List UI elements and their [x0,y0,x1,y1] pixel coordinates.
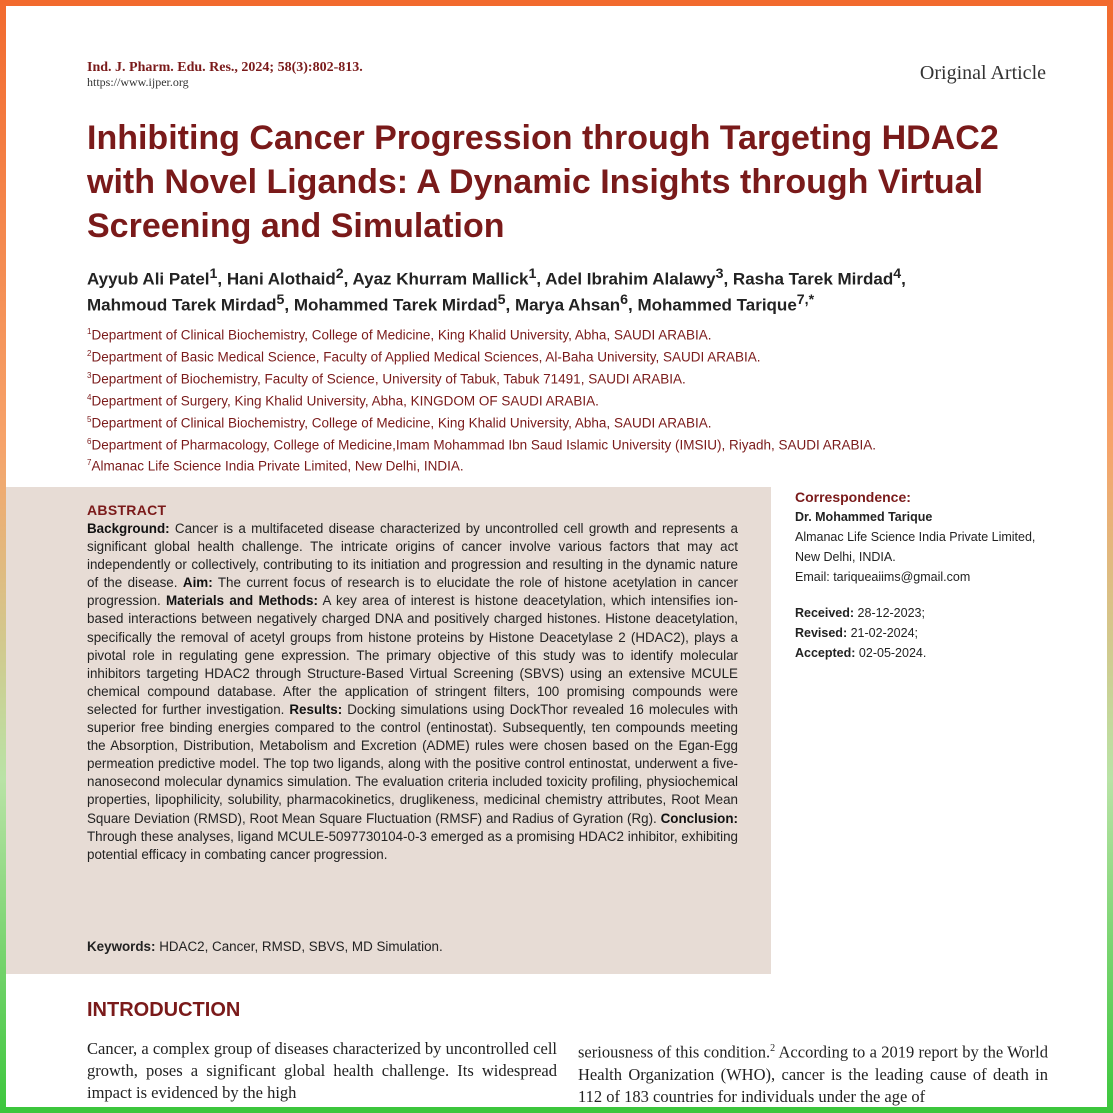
correspondence-affiliation: Almanac Life Science India Private Limited, New Delhi, INDIA. [795,530,1036,564]
author-sup: 4 [893,266,902,282]
abstract-aim: The current focus of research is to elucidate the role of histone acetylation in cancer progression. [87,575,738,609]
abstract-results-label: Results: [289,701,343,717]
author: Adel Ibrahim Alalawy [545,269,716,289]
accepted-value: 02-05-2024. [858,646,927,660]
journal-url[interactable]: https://www.ijper.org [87,75,189,89]
author: Mahmoud Tarek Mirdad [87,295,277,315]
author-sup: 5 [497,291,506,308]
author-sup: 1 [528,266,537,282]
abstract-heading: ABSTRACT [87,502,167,518]
author-sup: 3 [715,266,724,282]
intro-right-text-1: seriousness of this condition. [578,1042,771,1062]
affiliation-num: 2 [87,348,92,358]
article-type: Original Article [919,62,1046,84]
affiliation-text: Department of Clinical Biochemistry, College of Medicine, King Khalid University, Abha, SAUDI ARABIA. [91,415,712,431]
keywords-text: HDAC2, Cancer, RMSD, SBVS, MD Simulation. [159,939,443,954]
keywords-label: Keywords: [87,939,156,954]
introduction-right-column [578,1038,1048,1108]
affiliation-item [87,411,1047,433]
intro-reference: 2 [770,1043,776,1054]
author: Ayyub Ali Patel [87,269,210,289]
revised-date [795,623,1045,643]
author: Ayaz Khurram Mallick [352,269,529,289]
abstract-text [87,520,738,864]
received-date [795,603,1045,623]
author-sup: 6 [620,291,628,308]
correspondence-heading: Correspondence: [795,489,911,505]
affiliation-num: 5 [87,414,92,424]
affiliation-text: Department of Surgery, King Khalid University, Abha, KINGDOM OF SAUDI ARABIA. [91,393,599,409]
author: Rasha Tarek Mirdad [732,269,894,289]
affiliation-item [87,367,1047,389]
revised-label: Revised: [795,626,848,640]
author-sup: 2 [335,266,344,282]
correspondence-email[interactable]: Email: tariqueaiims@gmail.com [795,570,971,584]
journal-citation: Ind. J. Pharm. Edu. Res., 2024; 58(3):802-813. [87,60,363,75]
affiliation-item [87,345,1047,367]
affiliation-num: 6 [87,436,92,446]
affiliation-list [87,323,1047,476]
revised-value: 21-02-2024; [850,626,919,640]
correspondence-panel [795,487,1045,663]
received-value: 28-12-2023; [857,606,925,620]
frame-top-border [0,0,1113,6]
abstract-methods: A key area of interest is histone deacetylation, which intensifies ion-based interactions between negatively charged DNA and positively charged histones. Histone deacetylation, specifically the removal of acetyl groups from histone proteins by Histone Deacetylase 2 (HDAC2), plays a pivotal role in regulating gene expression. The primary objective of this study was to identify molecular inhibitors targeting HDAC2 through Structure-Based Virtual Screening (SBVS) using an extensive MCULE chemical compound database. After the application of stringent filters, 100 promising compounds were selected for further investigation. [87,593,738,717]
abstract-aim-label: Aim: [182,575,213,591]
author-sup: 7,* [796,291,815,308]
affiliation-text: Department of Biochemistry, Faculty of Science, University of Tabuk, Tabuk 71491, SAUDI ARABIA. [91,371,686,387]
author-sup: 5 [276,291,285,308]
abstract-conclusion: Through these analyses, ligand MCULE-5097730104-0-3 emerged as a promising HDAC2 inhibitor, exhibiting potential efficacy in combating cancer progression. [87,828,738,862]
author: Mohammed Tarique [637,295,797,315]
affiliation-text: Department of Clinical Biochemistry, College of Medicine, King Khalid University, Abha, SAUDI ARABIA. [91,327,712,343]
author: Hani Alothaid [226,269,336,289]
affiliation-num: 1 [87,327,92,336]
dates-block [795,603,1045,663]
affiliation-item [87,433,1047,455]
frame-bottom-border [0,1107,1113,1113]
abstract-background-label: Background: [87,521,170,536]
abstract-results: Docking simulations using DockThor revealed 16 molecules with superior free binding energies compared to the control (entinostat). Subsequently, ten compounds meeting the Absorption, Distribution, Metabolism and Excretion (ADME) rules were chosen based on the Egan-Egg permeation predictive model. The top two ligands, along with the positive control entinostat, underwent a five-nanosecond molecular dynamics simulation. The evaluation criteria included toxicity profiling, physiochemical properties, lipophilicity, solubility, pharmacokinetics, druglikeness, medicinal chemistry attributes, Root Mean Square Deviation (RMSD), Root Mean Square Fluctuation (RMSF) and Radius of Gyration (Rg). [87,701,738,826]
affiliation-item [87,389,1047,411]
abstract-background: Cancer is a multifaceted disease characterized by uncontrolled cell growth and represents a significant global health challenge. The intricate origins of cancer involve various factors that may act independently or collectively, contributing to its initiation and progression and resulting in the dynamic nature of the disease. [87,521,738,591]
abstract-conclusion-label: Conclusion: [660,810,738,826]
affiliation-item [87,454,1047,476]
affiliation-text: Almanac Life Science India Private Limited, New Delhi, INDIA. [91,458,464,474]
author: Marya Ahsan [514,295,621,315]
accepted-date [795,643,1045,663]
abstract-methods-label: Materials and Methods: [166,593,318,609]
intro-right-text-2: According to a 2019 report by the World Health Organization (WHO), cancer is the leading cause of death in 112 of 183 countries for individuals under the age of [578,1042,1048,1106]
affiliation-num: 7 [87,458,92,468]
keywords [87,939,738,954]
accepted-label: Accepted: [795,646,856,660]
author-list: Ayyub Ali Patel$^1$, Hani Alothaid$^2$, Ayaz Khurram Mallick$^1$, Adel Ibrahim Alalawy$^3$, Rasha Tarek Mirdad$^4$, Mahmoud Tarek Mirdad$^5$, Mohammed Tarek Mirdad$^5$, Marya Ahsan$^6$, Mohammed Tarique$^{7,*}$ [87,266,906,315]
affiliation-text: Department of Pharmacology, College of Medicine,Imam Mohammad Ibn Saud Islamic University (IMSIU), Riyadh, SAUDI ARABIA. [91,437,876,453]
frame-right-border [1107,0,1113,1113]
introduction-left-column: Cancer, a complex group of diseases characterized by uncontrolled cell growth, poses a significant global health challenge. Its widespread impact is evidenced by the high [87,1039,557,1102]
author-sup: 1 [209,266,218,282]
affiliation-item [87,323,1047,345]
affiliation-num: 3 [87,370,92,380]
paper-title: Inhibiting Cancer Progression through Targeting HDAC2 with Novel Ligands: A Dynamic Insights through Virtual Screening and Simulation [87,119,999,245]
introduction-heading: INTRODUCTION [87,999,241,1021]
correspondence-name: Dr. Mohammed Tarique [795,510,933,524]
author: Mohammed Tarek Mirdad [293,295,498,315]
affiliation-num: 4 [87,392,92,402]
affiliation-text: Department of Basic Medical Science, Faculty of Applied Medical Sciences, Al-Baha University, SAUDI ARABIA. [91,349,761,365]
received-label: Received: [795,606,855,620]
